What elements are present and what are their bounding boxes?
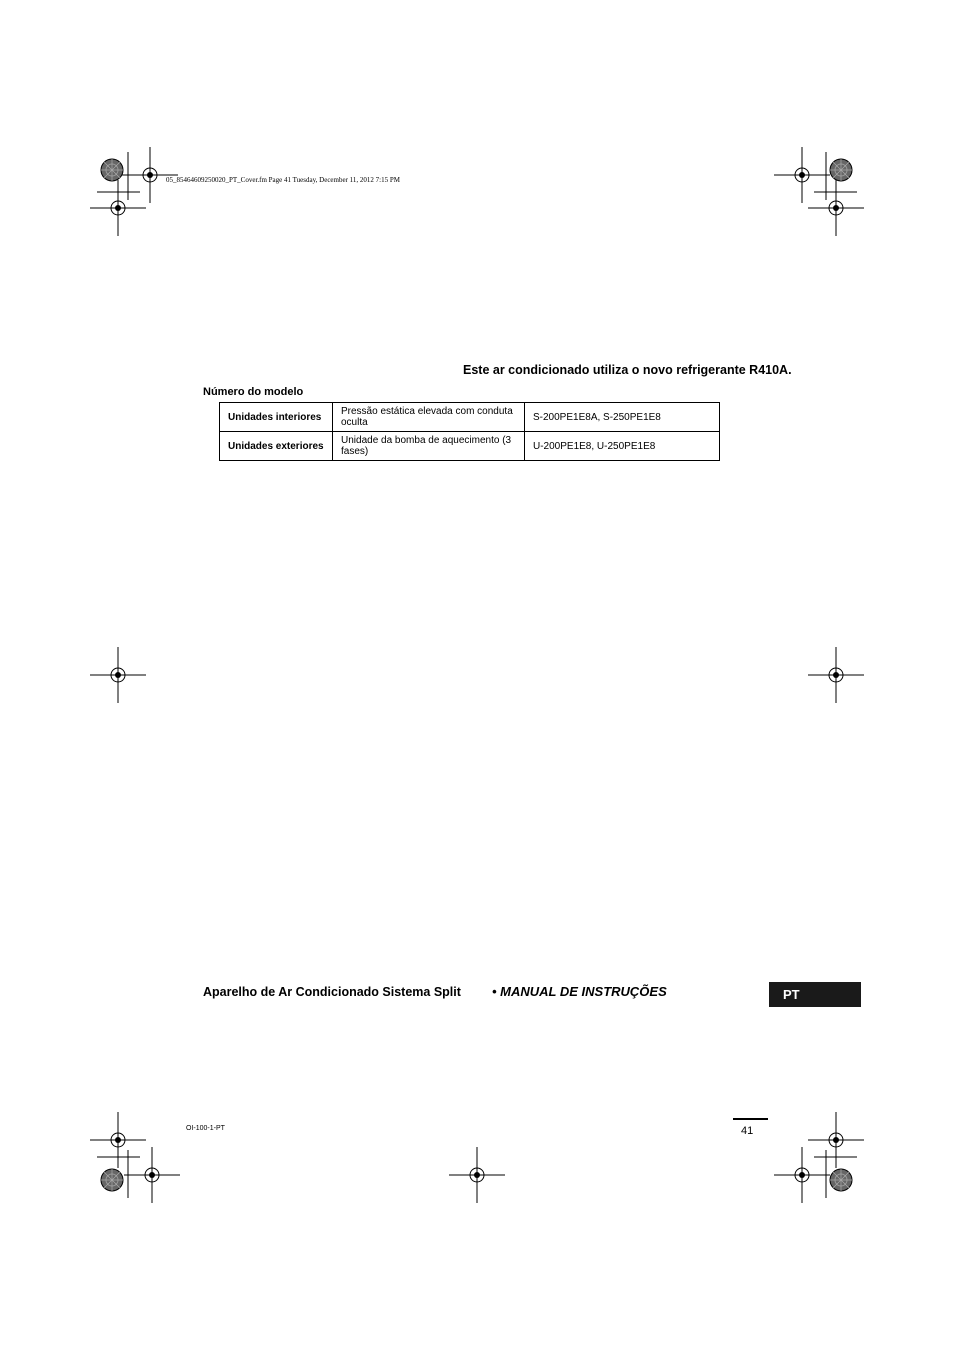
registration-mark-icon <box>808 1112 864 1168</box>
registration-mark-icon <box>774 1147 830 1203</box>
registration-mark-icon <box>90 1112 146 1168</box>
model-numbers-cell: S-200PE1E8A, S-250PE1E8 <box>525 403 720 432</box>
registration-mark-icon <box>774 147 830 203</box>
unit-description-cell: Unidade da bomba de aquecimento (3 fases) <box>333 432 525 461</box>
registration-mark-icon <box>808 647 864 703</box>
unit-description-cell: Pressão estática elevada com conduta oculta <box>333 403 525 432</box>
color-target-icon <box>830 159 852 181</box>
document-code: OI-100-1-PT <box>186 1125 225 1132</box>
intro-text: Este ar condicionado utiliza o novo refrigerante R410A. <box>463 363 792 377</box>
model-numbers-cell: U-200PE1E8, U-250PE1E8 <box>525 432 720 461</box>
product-title: Aparelho de Ar Condicionado Sistema Split <box>203 985 461 999</box>
language-tab: PT <box>769 982 861 1007</box>
table-row <box>220 403 720 432</box>
registration-mark-icon <box>808 180 864 236</box>
registration-mark-icon <box>124 1147 180 1203</box>
registration-mark-icon <box>90 180 146 236</box>
registration-mark-icon <box>90 647 146 703</box>
color-target-icon <box>101 1169 123 1191</box>
page-number: 41 <box>741 1125 754 1137</box>
color-target-icon <box>101 159 123 181</box>
registration-mark-icon <box>449 1147 505 1203</box>
manual-title: • MANUAL DE INSTRUÇÕES <box>492 984 667 999</box>
page-number-rule <box>733 1118 768 1120</box>
file-info-header: 05_85464609250020_PT_Cover.fm Page 41 Tuesday, December 11, 2012 7:15 PM <box>166 176 400 184</box>
color-target-icon <box>830 1169 852 1191</box>
model-table <box>219 402 720 461</box>
registration-mark-icon <box>122 147 178 203</box>
model-number-label: Número do modelo <box>203 386 304 398</box>
table-row <box>220 432 720 461</box>
unit-type-cell: Unidades exteriores <box>220 432 333 461</box>
unit-type-cell: Unidades interiores <box>220 403 333 432</box>
